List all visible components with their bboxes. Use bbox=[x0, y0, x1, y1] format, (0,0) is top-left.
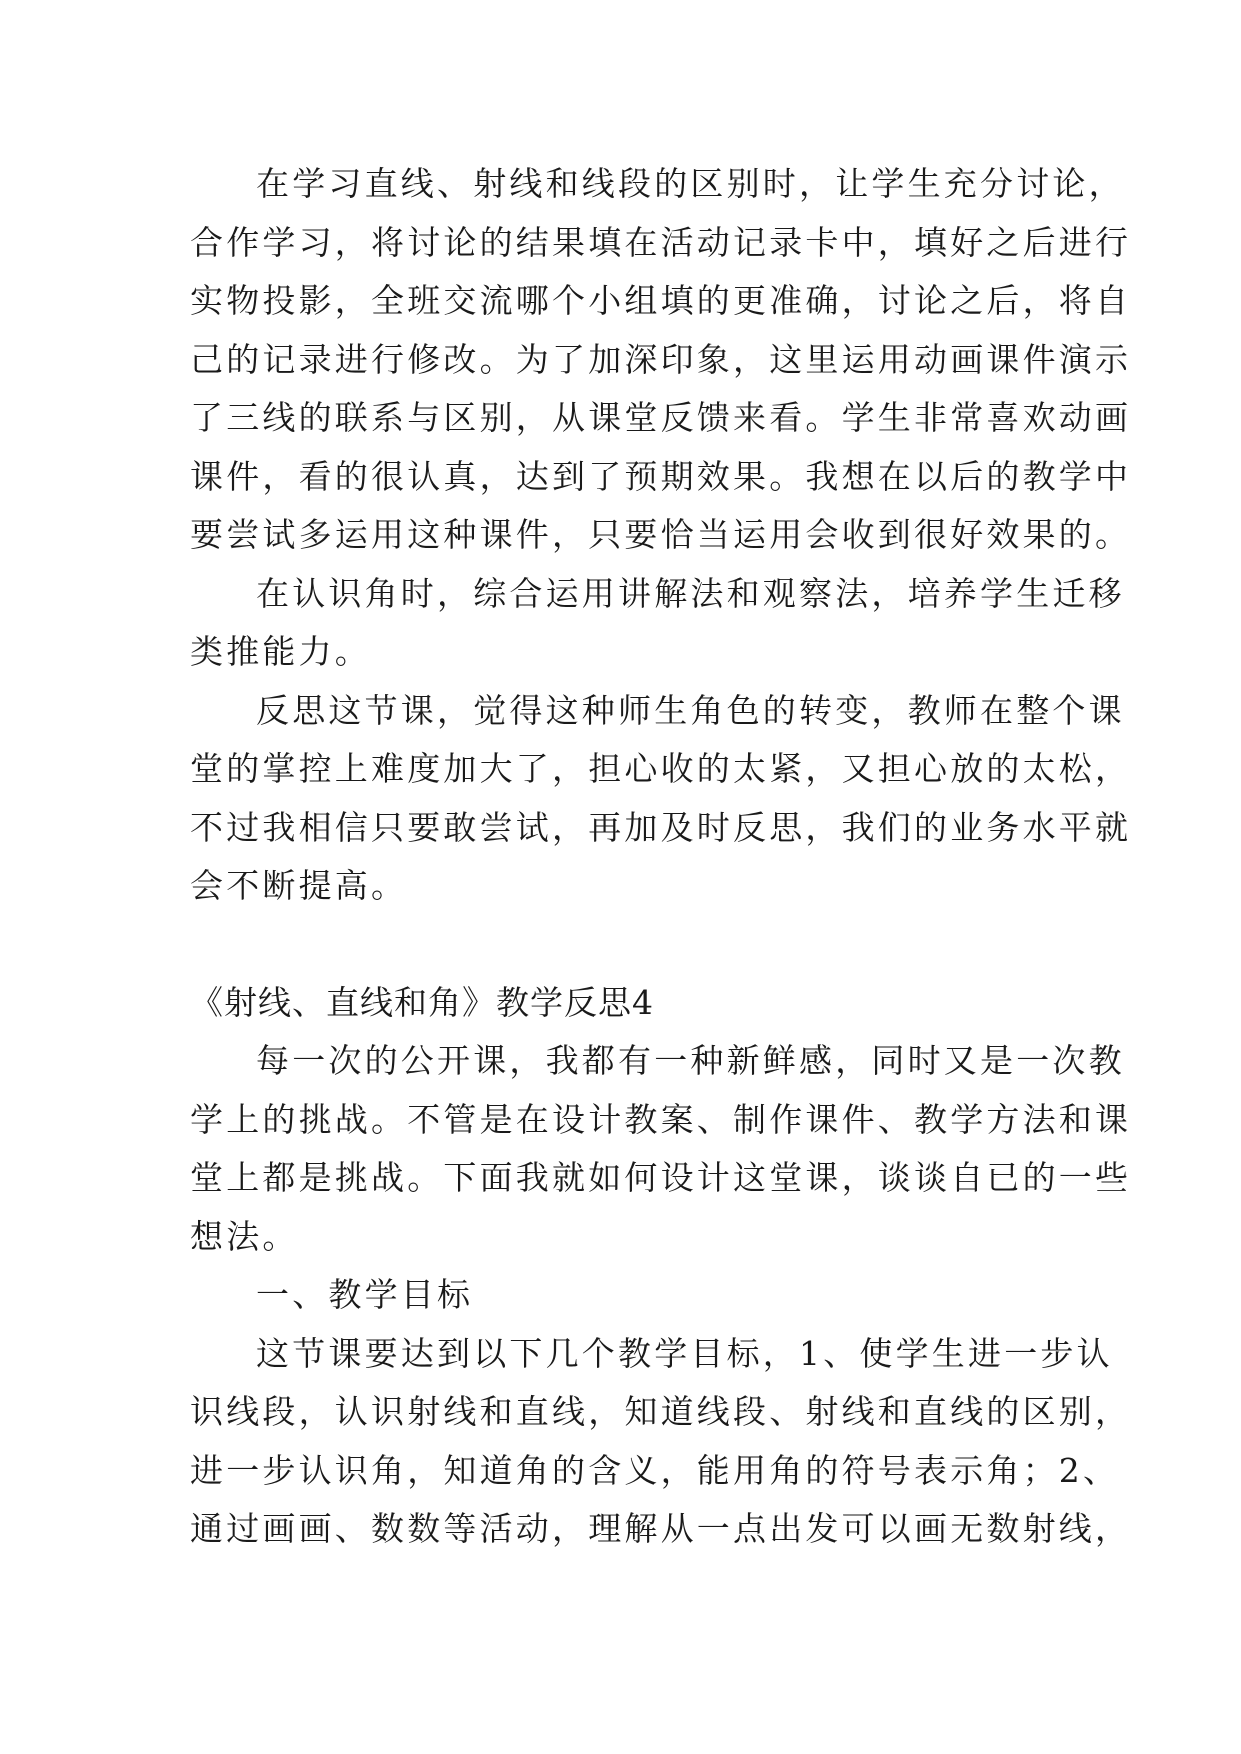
paragraph-line: 要尝试多运用这种课件，只要恰当运用会收到很好效果的。 bbox=[190, 515, 1132, 554]
subheading-teaching-goals bbox=[190, 1266, 1060, 1325]
paragraph-line: 学上的挑战。不管是在设计教案、制作课件、教学方法和课 bbox=[190, 1099, 1132, 1139]
paragraph-3 bbox=[190, 682, 1132, 916]
paragraph-5 bbox=[190, 1325, 1132, 1559]
paragraph-2 bbox=[190, 565, 1125, 682]
paragraph-line: 在认识角时，综合运用讲解法和观察法，培养学生迁移 bbox=[256, 573, 1125, 613]
paragraph-line: 进一步认识角，知道角的含义，能用角的符号表示角；2、 bbox=[190, 1450, 1120, 1490]
paragraph-line: 课件，看的很认真，达到了预期效果。我想在以后的教学中 bbox=[190, 456, 1132, 496]
section-title: 《射线、直线和角》教学反思4 bbox=[190, 982, 654, 1022]
paragraph-line: 类推能力。 bbox=[190, 632, 371, 671]
paragraph-line: 在学习直线、射线和线段的区别时，让学生充分讨论， bbox=[256, 164, 1125, 203]
paragraph-line: 合作学习，将讨论的结果填在活动记录卡中，填好之后进行 bbox=[190, 222, 1132, 262]
paragraph-line: 每一次的公开课，我都有一种新鲜感，同时又是一次教 bbox=[256, 1041, 1125, 1080]
paragraph-line: 不过我相信只要敢尝试，再加及时反思，我们的业务水平就 bbox=[190, 807, 1132, 847]
paragraph-line: 堂上都是挑战。下面我就如何设计这堂课，谈谈自已的一些 bbox=[190, 1158, 1132, 1197]
paragraph-4 bbox=[190, 1032, 1132, 1266]
paragraph-line: 反思这节课，觉得这种师生角色的转变，教师在整个课 bbox=[256, 690, 1125, 730]
paragraph-line: 了三线的联系与区别，从课堂反馈来看。学生非常喜欢动画 bbox=[190, 398, 1132, 437]
paragraph-line: 实物投影，全班交流哪个小组填的更准确，讨论之后，将自 bbox=[190, 281, 1132, 320]
paragraph-1 bbox=[190, 155, 1132, 565]
paragraph-line: 堂的掌控上难度加大了，担心收的太紧，又担心放的太松， bbox=[190, 749, 1132, 788]
paragraph-line: 这节课要达到以下几个教学目标，1、使学生进一步认 bbox=[256, 1333, 1113, 1373]
section-gap bbox=[190, 916, 1060, 974]
paragraph-line: 己的记录进行修改。为了加深印象，这里运用动画课件演示 bbox=[190, 339, 1132, 379]
document-page bbox=[190, 155, 1132, 1559]
paragraph-line: 想法。 bbox=[190, 1216, 299, 1256]
paragraph-line: 会不断提高。 bbox=[190, 866, 408, 905]
subheading-line: 一、教学目标 bbox=[256, 1275, 474, 1314]
paragraph-line: 通过画画、数数等活动，理解从一点出发可以画无数射线， bbox=[190, 1509, 1132, 1548]
paragraph-line: 识线段，认识射线和直线，知道线段、射线和直线的区别， bbox=[190, 1392, 1132, 1431]
